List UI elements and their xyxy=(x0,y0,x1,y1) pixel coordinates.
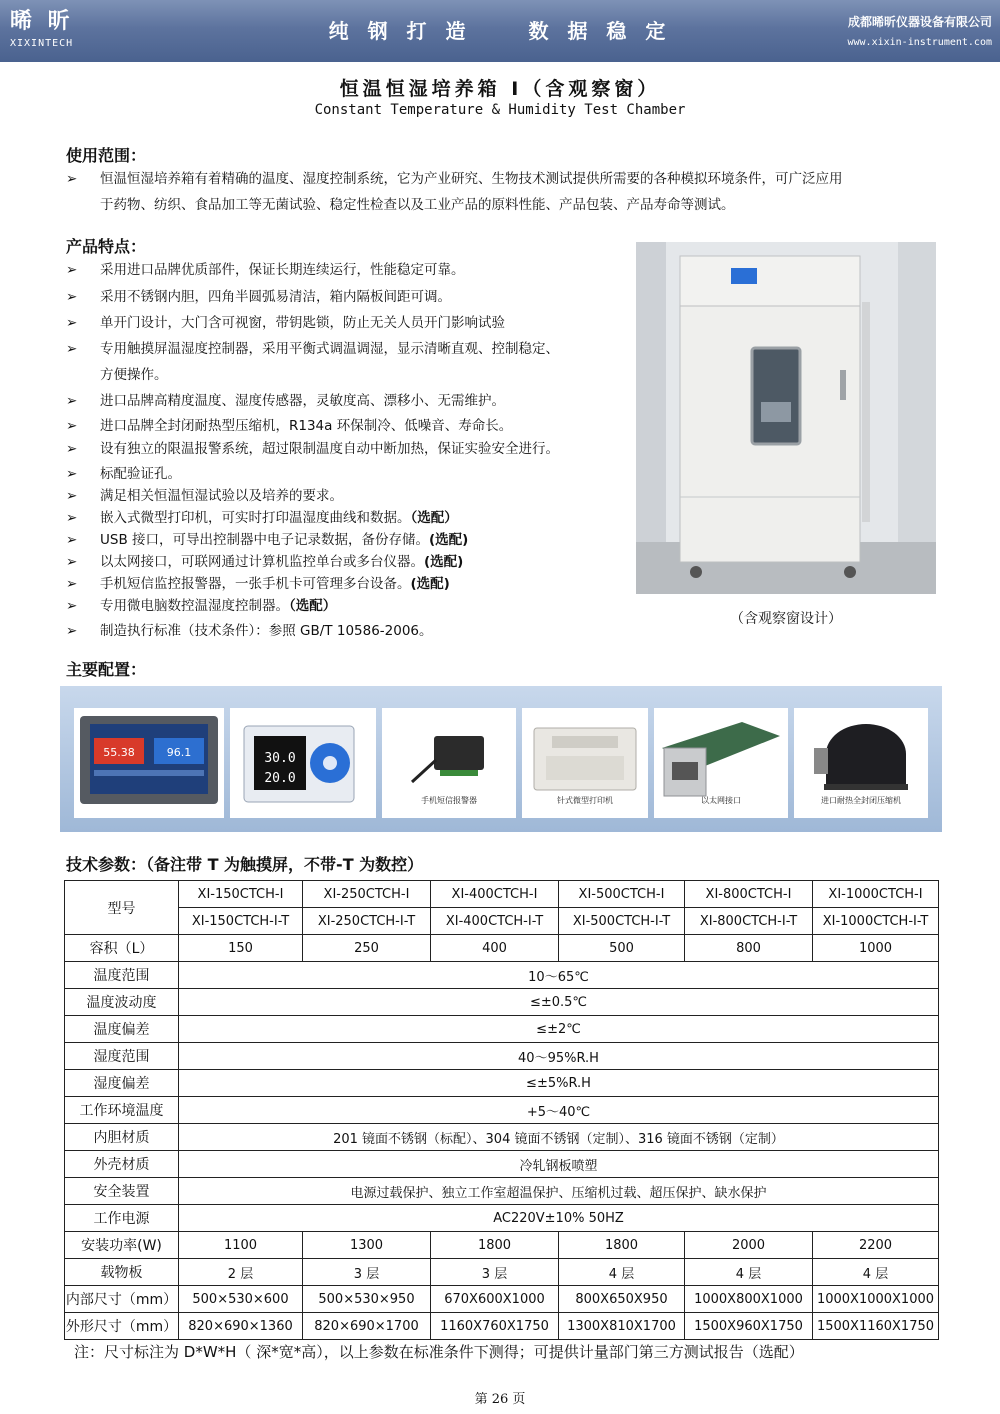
model-label: 型号 xyxy=(65,881,179,935)
ethernet-card xyxy=(654,708,788,818)
value-cell-span: 冷轧钢板喷塑 xyxy=(179,1151,939,1178)
feature-line xyxy=(100,576,450,592)
model-cell: XI-400CTCH-Ⅰ xyxy=(431,881,559,908)
feature-line xyxy=(100,441,559,457)
table-row xyxy=(65,989,939,1016)
feature-text: 专用微电脑数控温湿度控制器。 xyxy=(100,598,289,614)
footnote: 注：尺寸标注为 D*W*H（ 深*宽*高），以上参数在标准条件下测得；可提供计量部门第三方测试报告（选配） xyxy=(74,1343,804,1361)
header-banner xyxy=(0,0,1000,62)
bullet-arrow-icon: ➢ xyxy=(66,510,78,526)
row-label: 载物板 xyxy=(65,1259,179,1286)
bullet-arrow-icon: ➢ xyxy=(66,393,78,409)
table-row xyxy=(65,1016,939,1043)
bullet-arrow-icon: ➢ xyxy=(66,598,78,614)
config-heading: 主要配置： xyxy=(66,660,147,679)
value-cell: 400 xyxy=(431,935,559,962)
specs-heading: 技术参数：（备注带 T 为触摸屏，不带-T 为数控） xyxy=(66,855,424,874)
row-label: 安装功率(W) xyxy=(65,1232,179,1259)
micro-printer xyxy=(522,708,648,818)
optional-tag: (选配) xyxy=(429,532,469,548)
value-cell: 1100 xyxy=(179,1232,303,1259)
row-label: 内部尺寸（mm） xyxy=(65,1286,179,1313)
value-cell-span: AC220V±10% 50HZ xyxy=(179,1205,939,1232)
feature-text: 标配验证孔。 xyxy=(100,466,181,482)
feature-text: 满足相关恒温恒湿试验以及培养的要求。 xyxy=(100,488,343,504)
value-cell: 1000X1000X1000 xyxy=(813,1286,939,1313)
feature-text: 进口品牌高精度温度、湿度传感器，灵敏度高、漂移小、无需维护。 xyxy=(100,393,505,409)
model-cell: XI-500CTCH-Ⅰ xyxy=(559,881,685,908)
model-cell: XI-1000CTCH-Ⅰ xyxy=(813,881,939,908)
model-cell-touch: XI-150CTCH-Ⅰ-T xyxy=(179,908,303,935)
bullet-arrow-icon: ➢ xyxy=(66,554,78,570)
product-photo xyxy=(636,242,936,594)
compressor xyxy=(794,708,928,818)
feature-line xyxy=(100,488,343,504)
feature-text: 嵌入式微型打印机，可实时打印温湿度曲线和数据。 xyxy=(100,510,411,526)
row-label: 外形尺寸（mm） xyxy=(65,1313,179,1340)
value-cell: 3 层 xyxy=(303,1259,431,1286)
optional-tag: （选配） xyxy=(289,598,337,614)
optional-tag: (选配) xyxy=(410,576,450,592)
micro-printer-label: 针式微型打印机 xyxy=(557,796,613,805)
website-link[interactable]: www.xixin-instrument.com xyxy=(847,37,992,48)
touch-screen-controller xyxy=(74,708,224,818)
usage-heading: 使用范围： xyxy=(66,146,147,165)
table-row xyxy=(65,1178,939,1205)
slogan-right: 数 据 稳 定 xyxy=(528,19,672,43)
row-label: 温度范围 xyxy=(65,962,179,989)
row-label: 工作环境温度 xyxy=(65,1097,179,1124)
model-cell-touch: XI-500CTCH-Ⅰ-T xyxy=(559,908,685,935)
table-row xyxy=(65,1043,939,1070)
feature-line xyxy=(100,262,465,278)
touch-humidity-value: 96.1 xyxy=(166,746,192,759)
value-cell: 1500X960X1750 xyxy=(685,1313,813,1340)
feature-text: 手机短信监控报警器，一张手机卡可管理多台设备。 xyxy=(100,576,411,592)
brand-name-en: XIXINTECH xyxy=(10,38,74,49)
feature-text: 以太网接口，可联网通过计算机监控单台或多台仪器。 xyxy=(100,554,424,570)
model-cell-touch: XI-400CTCH-Ⅰ-T xyxy=(431,908,559,935)
model-cell-touch: XI-250CTCH-Ⅰ-T xyxy=(303,908,431,935)
bullet-arrow-icon: ➢ xyxy=(66,441,78,457)
value-cell: 4 层 xyxy=(559,1259,685,1286)
feature-continuation: 方便操作。 xyxy=(100,367,168,383)
product-title: 恒温恒湿培养箱 Ⅰ（含观察窗） xyxy=(339,78,661,100)
value-cell-span: 电源过载保护、独立工作室超温保护、压缩机过载、超压保护、缺水保护 xyxy=(179,1178,939,1205)
compressor-label: 进口耐热全封闭压缩机 xyxy=(821,796,901,805)
bullet-arrow-icon: ➢ xyxy=(66,262,78,278)
table-row xyxy=(65,935,939,962)
value-cell: 820×690×1700 xyxy=(303,1313,431,1340)
usage-text-line2: 于药物、纺织、食品加工等无菌试验、稳定性检查以及工业产品的原料性能、产品包装、产品寿命等测试。 xyxy=(100,197,735,213)
row-label: 湿度范围 xyxy=(65,1043,179,1070)
bullet-arrow-icon: ➢ xyxy=(66,466,78,482)
lcd-humidity-value: 20.0 xyxy=(264,771,296,786)
value-cell: 820×690×1360 xyxy=(179,1313,303,1340)
table-row xyxy=(65,1124,939,1151)
model-cell-touch: XI-800CTCH-Ⅰ-T xyxy=(685,908,813,935)
value-cell: 1160X760X1750 xyxy=(431,1313,559,1340)
feature-line xyxy=(100,623,433,639)
value-cell: 800 xyxy=(685,935,813,962)
feature-text: 单开门设计，大门含可视窗，带钥匙锁，防止无关人员开门影响试验 xyxy=(100,315,505,331)
spec-table xyxy=(64,880,939,1340)
row-label: 工作电源 xyxy=(65,1205,179,1232)
bullet-arrow-icon: ➢ xyxy=(66,532,78,548)
touch-temp-value: 55.38 xyxy=(103,746,135,759)
feature-line xyxy=(100,289,451,305)
feature-line xyxy=(100,598,336,614)
slogan-left: 纯 钢 打 造 xyxy=(328,19,472,43)
table-row xyxy=(65,1070,939,1097)
model-cell-touch: XI-1000CTCH-Ⅰ-T xyxy=(813,908,939,935)
model-cell: XI-150CTCH-Ⅰ xyxy=(179,881,303,908)
optional-tag: （选配） xyxy=(410,510,458,526)
feature-text: 采用进口品牌优质部件，保证长期连续运行，性能稳定可靠。 xyxy=(100,262,465,278)
page-number: 第 26 页 xyxy=(474,1392,526,1407)
feature-text: 进口品牌全封闭耐热型压缩机，R134a 环保制冷、低噪音、寿命长。 xyxy=(100,418,513,434)
table-row xyxy=(65,1313,939,1340)
value-cell-span: ≤±2℃ xyxy=(179,1016,939,1043)
feature-line xyxy=(100,554,463,570)
value-cell: 500×530×950 xyxy=(303,1286,431,1313)
sms-alarm-label: 手机短信报警器 xyxy=(421,796,477,805)
value-cell: 150 xyxy=(179,935,303,962)
value-cell: 500 xyxy=(559,935,685,962)
brand-name: 晞 昕 xyxy=(10,9,74,34)
bullet-arrow-icon: ➢ xyxy=(66,341,78,357)
value-cell: 800X650X950 xyxy=(559,1286,685,1313)
feature-line xyxy=(100,532,468,548)
feature-text: 专用触摸屏温湿度控制器，采用平衡式调温调湿，显示清晰直观、控制稳定、 xyxy=(100,341,559,357)
bullet-arrow-icon: ➢ xyxy=(66,488,78,504)
lcd-controller xyxy=(230,708,376,818)
model-cell: XI-800CTCH-Ⅰ xyxy=(685,881,813,908)
value-cell: 250 xyxy=(303,935,431,962)
bullet-arrow-icon: ➢ xyxy=(66,623,78,639)
sms-alarm xyxy=(382,708,516,818)
value-cell-span: 201 镜面不锈钢（标配）、304 镜面不锈钢（定制）、316 镜面不锈钢（定制） xyxy=(179,1124,939,1151)
table-row xyxy=(65,1259,939,1286)
value-cell: 4 层 xyxy=(685,1259,813,1286)
row-label: 容积（L） xyxy=(65,935,179,962)
bullet-arrow-icon: ➢ xyxy=(66,315,78,331)
table-row xyxy=(65,1205,939,1232)
feature-text: USB 接口，可导出控制器中电子记录数据，备份存储。 xyxy=(100,532,430,548)
table-row xyxy=(65,1286,939,1313)
row-label: 外壳材质 xyxy=(65,1151,179,1178)
feature-line xyxy=(100,341,559,357)
bullet-arrow-icon: ➢ xyxy=(66,171,78,187)
row-label: 温度波动度 xyxy=(65,989,179,1016)
table-row xyxy=(65,962,939,989)
feature-text: 设有独立的限温报警系统，超过限制温度自动中断加热，保证实验安全进行。 xyxy=(100,441,559,457)
feature-line xyxy=(100,510,458,526)
feature-line xyxy=(100,466,181,482)
value-cell-span: ≤±0.5℃ xyxy=(179,989,939,1016)
value-cell: 1300X810X1700 xyxy=(559,1313,685,1340)
company-name: 成都晞昕仪器设备有限公司 xyxy=(847,15,992,29)
value-cell: 1000 xyxy=(813,935,939,962)
feature-line xyxy=(100,315,505,331)
value-cell: 2000 xyxy=(685,1232,813,1259)
value-cell: 4 层 xyxy=(813,1259,939,1286)
feature-line xyxy=(100,393,505,409)
table-row xyxy=(65,881,939,908)
value-cell: 3 层 xyxy=(431,1259,559,1286)
value-cell: 1300 xyxy=(303,1232,431,1259)
value-cell: 500×530×600 xyxy=(179,1286,303,1313)
feature-text: 采用不锈钢内胆，四角半圆弧易清洁，箱内隔板间距可调。 xyxy=(100,289,451,305)
optional-tag: (选配) xyxy=(424,554,464,570)
value-cell: 2200 xyxy=(813,1232,939,1259)
ethernet-card-label: 以太网接口 xyxy=(701,796,741,805)
row-label: 湿度偏差 xyxy=(65,1070,179,1097)
value-cell-span: ≤±5%R.H xyxy=(179,1070,939,1097)
value-cell-span: 40～95%R.H xyxy=(179,1043,939,1070)
value-cell: 670X600X1000 xyxy=(431,1286,559,1313)
value-cell: 1000X800X1000 xyxy=(685,1286,813,1313)
row-label: 内胆材质 xyxy=(65,1124,179,1151)
bullet-arrow-icon: ➢ xyxy=(66,289,78,305)
row-label: 温度偏差 xyxy=(65,1016,179,1043)
model-cell: XI-250CTCH-Ⅰ xyxy=(303,881,431,908)
table-row xyxy=(65,1097,939,1124)
features-heading: 产品特点： xyxy=(66,237,147,256)
bullet-arrow-icon: ➢ xyxy=(66,418,78,434)
chamber-illustration xyxy=(636,242,936,594)
value-cell-span: +5～40℃ xyxy=(179,1097,939,1124)
row-label: 安全装置 xyxy=(65,1178,179,1205)
chamber-screen xyxy=(731,268,757,284)
value-cell: 2 层 xyxy=(179,1259,303,1286)
value-cell-span: 10～65℃ xyxy=(179,962,939,989)
value-cell: 1500X1160X1750 xyxy=(813,1313,939,1340)
feature-line xyxy=(100,418,512,434)
value-cell: 1800 xyxy=(431,1232,559,1259)
table-row xyxy=(65,1151,939,1178)
bullet-arrow-icon: ➢ xyxy=(66,576,78,592)
lcd-temp-value: 30.0 xyxy=(264,751,296,766)
product-title-en: Constant Temperature & Humidity Test Chamber xyxy=(314,102,686,118)
value-cell: 1800 xyxy=(559,1232,685,1259)
table-row xyxy=(65,908,939,935)
table-row xyxy=(65,1232,939,1259)
feature-text: 制造执行标准（技术条件）：参照 GB/T 10586-2006。 xyxy=(100,623,433,639)
config-strip xyxy=(60,686,942,832)
photo-caption: （含观察窗设计） xyxy=(730,611,842,627)
usage-text-line1: 恒温恒湿培养箱有着精确的温度、湿度控制系统，它为产业研究、生物技术测试提供所需要的各种模拟环境条件，可广泛应用 xyxy=(100,171,843,187)
